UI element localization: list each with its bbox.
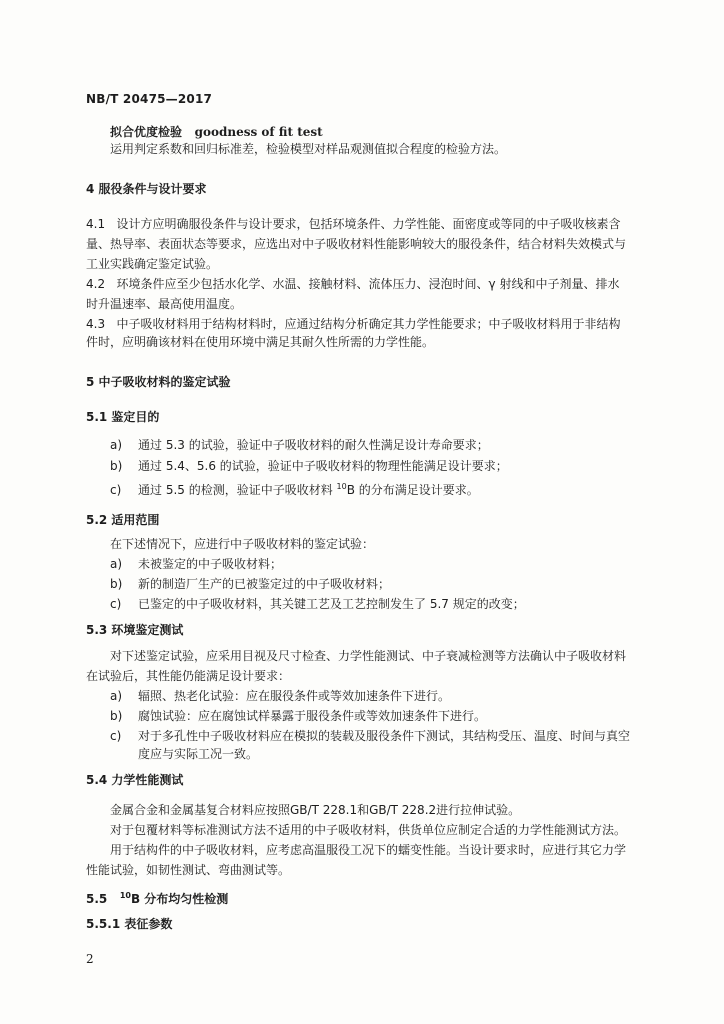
list-item-label: a) xyxy=(110,557,123,571)
list-item xyxy=(110,458,508,474)
clause-4-1-number: 4.1 xyxy=(86,217,106,231)
clause-4-1-line-2: 量、热导率、表面状态等要求，应选出对中子吸收材料性能影响较大的服役条件，结合材料失效模式与 xyxy=(86,237,627,251)
list-item-label: b) xyxy=(110,577,123,591)
list-item-label: c) xyxy=(110,597,122,611)
section-5-3-intro-line-1: 对下述鉴定试验，应采用目视及尺寸检查、力学性能测试、中子衰减检测等方法确认中子吸收材料 xyxy=(110,649,627,663)
list-item-label: c) xyxy=(110,483,122,497)
section-5-4-para-2: 对于包覆材料等标准测试方法不适用的中子吸收材料，供货单位应制定合适的力学性能测试方法。 xyxy=(110,823,627,837)
list-item-continuation: 度应与实际工况一致。 xyxy=(138,747,259,761)
clause-4-3-line-2: 件时，应明确该材料在使用环境中满足其耐久性所需的力学性能。 xyxy=(86,335,435,349)
list-item xyxy=(110,708,486,724)
clause-4-3-line-1: 中子吸收材料用于结构材料时，应通过结构分析确定其力学性能要求；中子吸收材料用于非结构 xyxy=(116,317,621,331)
list-item-label: a) xyxy=(110,689,123,703)
term-title xyxy=(110,124,323,140)
list-item-label: b) xyxy=(110,459,123,473)
list-item-label: b) xyxy=(110,709,123,723)
list-item-text: 通过 5.3 的试验，验证中子吸收材料的耐久性满足设计寿命要求； xyxy=(138,438,489,452)
clause-4-2-line-1: 环境条件应至少包括水化学、水温、接触材料、流体压力、浸泡时间、γ 射线和中子剂量、排水 xyxy=(116,277,620,291)
section-5-4-para-1: 金属合金和金属基复合材料应按照GB/T 228.1和GB/T 228.2进行拉伸试验。 xyxy=(110,803,521,817)
list-item-label: c) xyxy=(110,729,122,743)
clause-4-1-line-3: 工业实践确定鉴定试验。 xyxy=(86,257,219,271)
section-5-2-intro: 在下述情况下，应进行中子吸收材料的鉴定试验： xyxy=(110,537,375,551)
list-item xyxy=(110,479,479,498)
list-item-label: a) xyxy=(110,438,123,452)
term-definition: 运用判定系数和回归标准差，检验模型对样品观测值拟合程度的检验方法。 xyxy=(110,142,507,156)
page-number: 2 xyxy=(86,952,94,966)
list-item xyxy=(110,596,525,612)
standard-number: NB/T 20475—2017 xyxy=(86,92,213,106)
list-item-text: 腐蚀试验：应在腐蚀试样暴露于服役条件或等效加速条件下进行。 xyxy=(138,709,487,723)
clause-4-2-number: 4.2 xyxy=(86,277,106,291)
list-item-text: 未被鉴定的中子吸收材料； xyxy=(138,557,283,571)
list-item-text: 通过 5.4、5.6 的试验，验证中子吸收材料的物理性能满足设计要求； xyxy=(138,459,508,473)
section-5-1-heading: 5.1 鉴定目的 xyxy=(86,410,160,424)
section-5-heading: 5 中子吸收材料的鉴定试验 xyxy=(86,375,231,389)
list-item-text: 新的制造厂生产的已被鉴定过的中子吸收材料； xyxy=(138,577,391,591)
clause-4-1-line-1: 设计方应明确服役条件与设计要求，包括环境条件、力学性能、面密度或等同的中子吸收核素含 xyxy=(116,217,621,231)
list-item xyxy=(110,556,282,572)
section-4-heading: 4 服役条件与设计要求 xyxy=(86,182,207,196)
list-item xyxy=(110,437,489,453)
section-5-3-intro-line-2: 在试验后，其性能仍能满足设计要求： xyxy=(86,669,291,683)
section-5-5-title: B 分布均匀性检测 xyxy=(130,892,229,906)
term-title-en: goodness of fit test xyxy=(194,125,323,139)
section-5-4-heading: 5.4 力学性能测试 xyxy=(86,773,184,787)
list-item-text-before: 通过 5.5 的检测，验证中子吸收材料 xyxy=(138,483,337,497)
section-5-5-heading xyxy=(86,888,228,907)
list-item-text-after: B 的分布满足设计要求。 xyxy=(346,483,479,497)
section-5-4-para-3-line-1: 用于结构件的中子吸收材料，应考虑高温服役工况下的蠕变性能。当设计要求时，应进行其它力学 xyxy=(110,843,627,857)
section-5-4-para-3-line-2: 性能试验，如韧性测试、弯曲测试等。 xyxy=(86,863,291,877)
list-item xyxy=(110,576,390,592)
clause-4-2-line-2: 时升温速率、最高使用温度。 xyxy=(86,297,243,311)
superscript-mass-number: 10 xyxy=(336,482,347,491)
section-5-2-heading: 5.2 适用范围 xyxy=(86,513,160,527)
clause-4-1 xyxy=(86,216,621,232)
term-title-zh: 拟合优度检验 xyxy=(110,125,183,139)
superscript-mass-number: 10 xyxy=(119,891,131,900)
clause-4-3-number: 4.3 xyxy=(86,317,106,331)
list-item-text: 辐照、热老化试验：应在服役条件或等效加速条件下进行。 xyxy=(138,689,451,703)
section-5-5-number: 5.5 xyxy=(86,892,108,906)
clause-4-3 xyxy=(86,316,621,332)
list-item xyxy=(110,688,450,704)
list-item-text: 对于多孔性中子吸收材料应在模拟的装载及服役条件下测试，其结构受压、温度、时间与真空 xyxy=(138,729,631,743)
list-item xyxy=(110,728,630,744)
section-5-5-1-heading: 5.5.1 表征参数 xyxy=(86,917,173,931)
section-5-3-heading: 5.3 环境鉴定测试 xyxy=(86,623,184,637)
list-item-text: 已鉴定的中子吸收材料，其关键工艺及工艺控制发生了 5.7 规定的改变； xyxy=(138,597,525,611)
clause-4-2 xyxy=(86,276,619,292)
